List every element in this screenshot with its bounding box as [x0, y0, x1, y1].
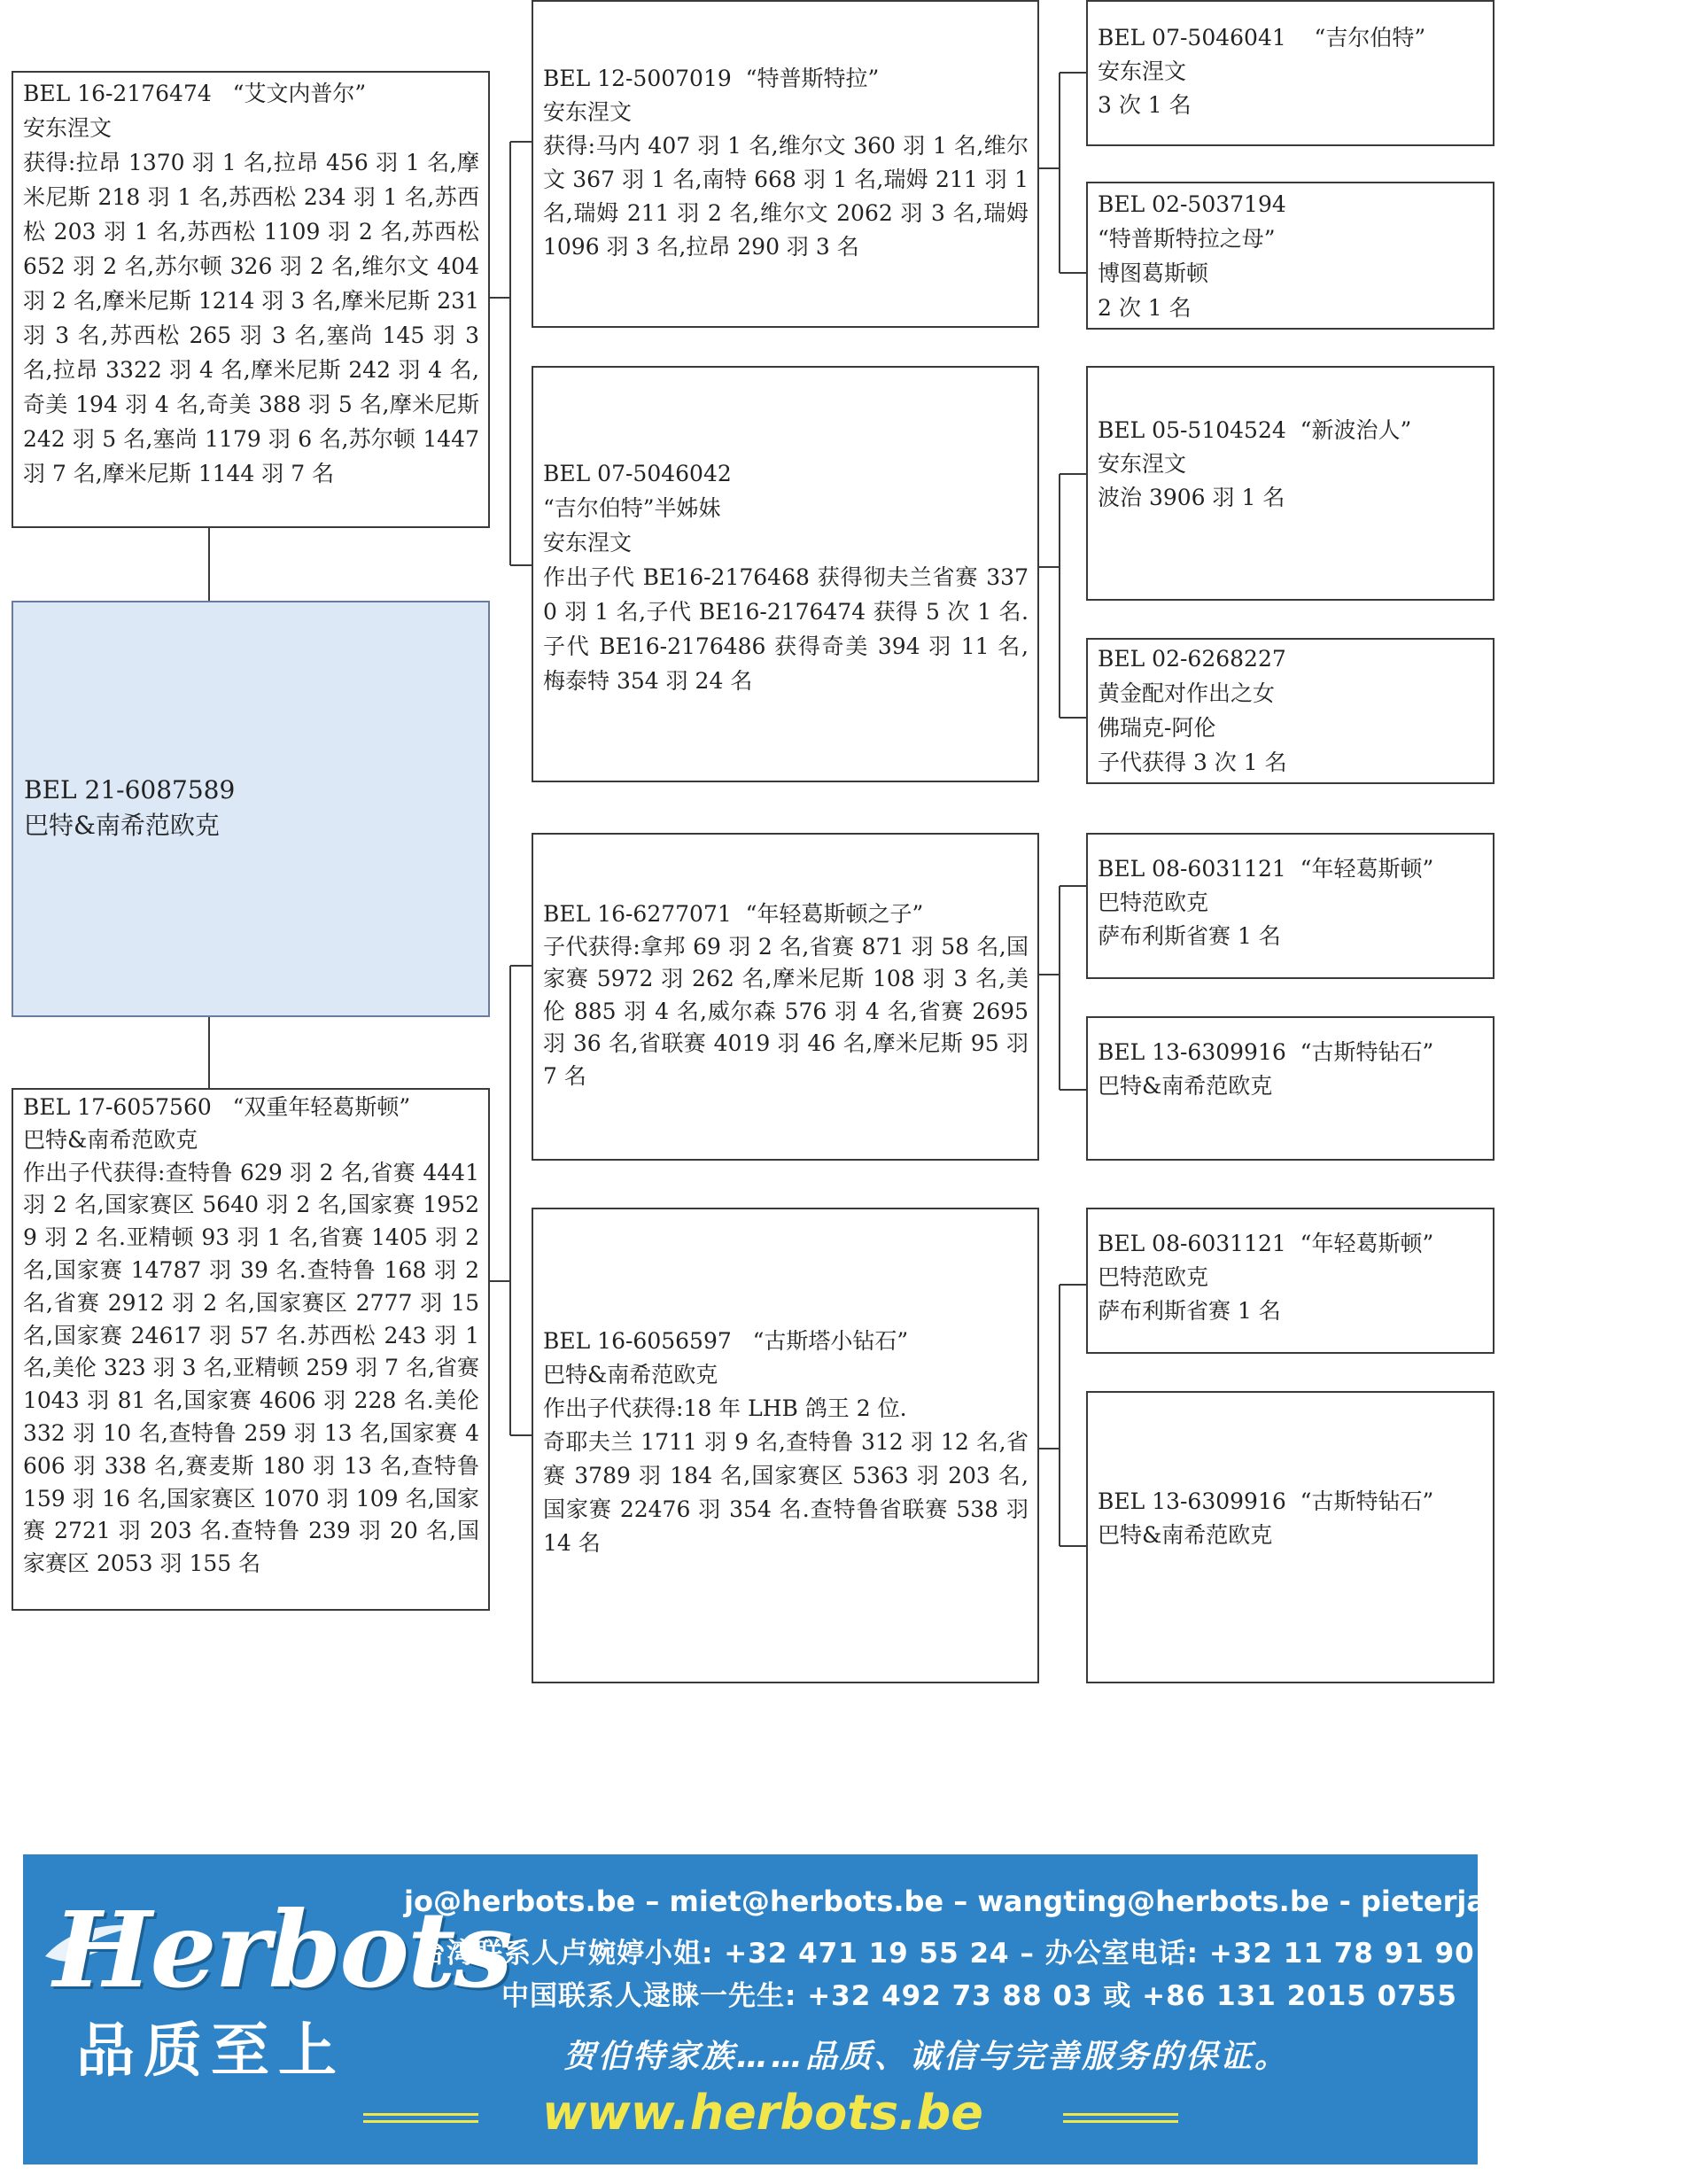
- sd-ring-number: BEL 07-5046042: [543, 461, 732, 486]
- dam-card: [12, 1088, 490, 1611]
- dd-results: 奇耶夫兰 1711 羽 9 名,查特鲁 312 羽 12 名,省赛 3789 羽 184 名,国家赛区 5363 羽 203 名,国家赛 22476 羽 354 名.查特鲁省联赛 538 羽 14 名: [543, 1429, 1029, 1556]
- subject-breeder: 巴特&南希范欧克: [24, 811, 220, 840]
- sire-ring-name: BEL 16-2176474 “艾文内普尔”: [23, 81, 367, 106]
- subject-ring-number: BEL 21-6087589: [24, 775, 236, 804]
- decor-bar-right-2: [1063, 2120, 1178, 2123]
- sds-breeder: 安东涅文: [1098, 451, 1187, 477]
- dam-results: 作出子代获得:查特鲁 629 羽 2 名,省赛 4441 羽 2 名,国家赛区 5640 羽 2 名,国家赛 19529 羽 2 名.亚精顿 93 羽 1 名,省赛 1405 羽 2 名,国家赛 14787 羽 39 名.查特鲁 168 羽 2 名,省赛 2912 羽 2 名,国家赛区 2777 羽 15 名,国家赛 24617 羽 57 名.苏西松 243 羽 1 名,美伦 323 羽 3 名,亚精顿 259 羽 7 名,省赛 1043 羽 81 名,国家赛 4606 羽 228 名.美伦 332 羽 10 名,查特鲁 259 羽 13 名,国家赛 4606 羽 338 名,赛麦斯 180 羽 13 名,查特鲁 159 羽 16 名,国家赛区 1070 羽 109 名,国家赛 2721 羽 203 名.查特鲁 239 羽 20 名,国家赛区 2053 羽 155 名: [23, 1159, 479, 1577]
- dds-card: [1086, 1208, 1494, 1354]
- subject-card: [12, 601, 490, 1017]
- dd-breeder: 巴特&南希范欧克: [543, 1362, 718, 1387]
- ds-ring-name: BEL 16-6277071 “年轻葛斯顿之子”: [543, 901, 924, 927]
- ssd-breeder: 博图葛斯顿: [1098, 260, 1209, 286]
- sire-sire-card: [532, 0, 1039, 328]
- ddd-ring-name: BEL 13-6309916 “古斯特钻石”: [1098, 1488, 1434, 1514]
- dam-ring-name: BEL 17-6057560 “双重年轻葛斯顿”: [23, 1094, 411, 1120]
- sss-breeder: 安东涅文: [1098, 58, 1187, 84]
- herbots-logo: Herbots: [53, 1888, 511, 2011]
- dsd-ring-name: BEL 13-6309916 “古斯特钻石”: [1098, 1039, 1434, 1065]
- dam-sire-card: [532, 833, 1039, 1161]
- dd-ring-name: BEL 16-6056597 “古斯塔小钻石”: [543, 1328, 909, 1354]
- sds-card: [1086, 366, 1494, 601]
- dss-results: 萨布利斯省赛 1 名: [1098, 923, 1281, 949]
- dss-breeder: 巴特范欧克: [1098, 890, 1209, 915]
- ddd-card: [1086, 1391, 1494, 1683]
- sire-results: 获得:拉昂 1370 羽 1 名,拉昂 456 羽 1 名,摩米尼斯 218 羽 1 名,苏西松 234 羽 1 名,苏西松 203 羽 1 名,苏西松 1109 羽 2 名,苏西松 652 羽 2 名,苏尔顿 326 羽 2 名,维尔文 404 羽 2 名,摩米尼斯 1214 羽 3 名,摩米尼斯 231 羽 3 名,苏西松 265 羽 3 名,塞尚 145 羽 3 名,拉昂 3322 羽 4 名,摩米尼斯 242 羽 4 名,奇美 194 羽 4 名,奇美 388 羽 5 名,摩米尼斯 242 羽 5 名,塞尚 1179 羽 6 名,苏尔顿 1447 羽 7 名,摩米尼斯 1144 羽 7 名: [23, 150, 479, 486]
- sire-card: [12, 71, 490, 528]
- sdd-ring-number: BEL 02-6268227: [1098, 646, 1286, 672]
- tagline: 贺伯特家族……品质、诚信与完善服务的保证。: [563, 2039, 1290, 2075]
- ss-breeder: 安东涅文: [543, 99, 633, 125]
- sire-breeder: 安东涅文: [23, 115, 113, 141]
- sd-breeder: 安东涅文: [543, 530, 633, 556]
- contact-china: 中国联系人逯睐一先生: +32 492 73 88 03 或 +86 131 2015 0755: [501, 1980, 1457, 2012]
- sss-card: [1086, 0, 1494, 146]
- ds-results: 子代获得:拿邦 69 羽 2 名,省赛 871 羽 58 名,国家赛 5972 羽 262 名,摩米尼斯 108 羽 3 名,美伦 885 羽 4 名,威尔森 576 羽 4 名,省赛 2695 羽 36 名,省联赛 4019 羽 46 名,摩米尼斯 95 羽 7 名: [543, 933, 1029, 1089]
- decor-bar-left: [363, 2113, 478, 2116]
- decor-bar-right: [1063, 2113, 1178, 2116]
- sdd-breeder: 佛瑞克-阿伦: [1098, 715, 1216, 741]
- ss-results: 获得:马内 407 羽 1 名,维尔文 360 羽 1 名,维尔文 367 羽 1 名,南特 668 羽 1 名,瑞姆 211 羽 1 名,瑞姆 211 羽 2 名,维尔文 2062 羽 3 名,瑞姆 1096 羽 3 名,拉昂 290 羽 3 名: [543, 133, 1029, 260]
- website-link[interactable]: www.herbots.be: [542, 2085, 983, 2141]
- contact-emails: jo@herbots.be – miet@herbots.be – wangting@herbots.be - pieterjan@herbots.be: [404, 1885, 1708, 1918]
- ssd-ring-number: BEL 02-5037194: [1098, 191, 1286, 217]
- sdd-results: 子代获得 3 次 1 名: [1098, 750, 1287, 775]
- dss-card: [1086, 833, 1494, 979]
- dds-ring-name: BEL 08-6031121 “年轻葛斯顿”: [1098, 1231, 1434, 1256]
- sd-name: “吉尔伯特”半姊妹: [543, 495, 721, 521]
- contact-taiwan: 台湾联系人卢婉婷小姐: +32 471 19 55 24 – 办公室电话: +32 11 78 91 90: [418, 1938, 1475, 1970]
- ssd-name: “特普斯特拉之母”: [1098, 226, 1276, 252]
- dd-offspring-note: 作出子代获得:18 年 LHB 鸽王 2 位.: [543, 1395, 907, 1421]
- dam-dam-card: [532, 1208, 1039, 1683]
- slogan: 品质至上: [76, 2017, 345, 2085]
- sds-results: 波治 3906 羽 1 名: [1098, 485, 1285, 510]
- sds-ring-name: BEL 05-5104524 “新波治人”: [1098, 417, 1412, 443]
- sss-ring-name: BEL 07-5046041 “吉尔伯特”: [1098, 25, 1426, 51]
- dsd-card: [1086, 1016, 1494, 1161]
- sire-dam-card: [532, 366, 1039, 782]
- ddd-breeder: 巴特&南希范欧克: [1098, 1522, 1273, 1548]
- dds-breeder: 巴特范欧克: [1098, 1264, 1209, 1290]
- ss-ring-name: BEL 12-5007019 “特普斯特拉”: [543, 66, 880, 91]
- sd-results: 作出子代 BE16-2176468 获得彻夫兰省赛 3370 羽 1 名,子代 BE16-2176474 获得 5 次 1 名.子代 BE16-2176486 获得奇美 394 羽 11 名,梅泰特 354 羽 24 名: [543, 564, 1029, 694]
- dss-ring-name: BEL 08-6031121 “年轻葛斯顿”: [1098, 856, 1434, 882]
- ssd-results: 2 次 1 名: [1098, 295, 1192, 321]
- sss-results: 3 次 1 名: [1098, 92, 1192, 118]
- dsd-breeder: 巴特&南希范欧克: [1098, 1073, 1273, 1099]
- dam-breeder: 巴特&南希范欧克: [23, 1126, 198, 1153]
- sdd-card: [1086, 638, 1494, 784]
- decor-bar-left-2: [363, 2120, 478, 2123]
- sdd-name: 黄金配对作出之女: [1098, 680, 1276, 706]
- ssd-card: [1086, 182, 1494, 330]
- herbots-footer-banner: [23, 1854, 1708, 2164]
- dds-results: 萨布利斯省赛 1 名: [1098, 1298, 1281, 1324]
